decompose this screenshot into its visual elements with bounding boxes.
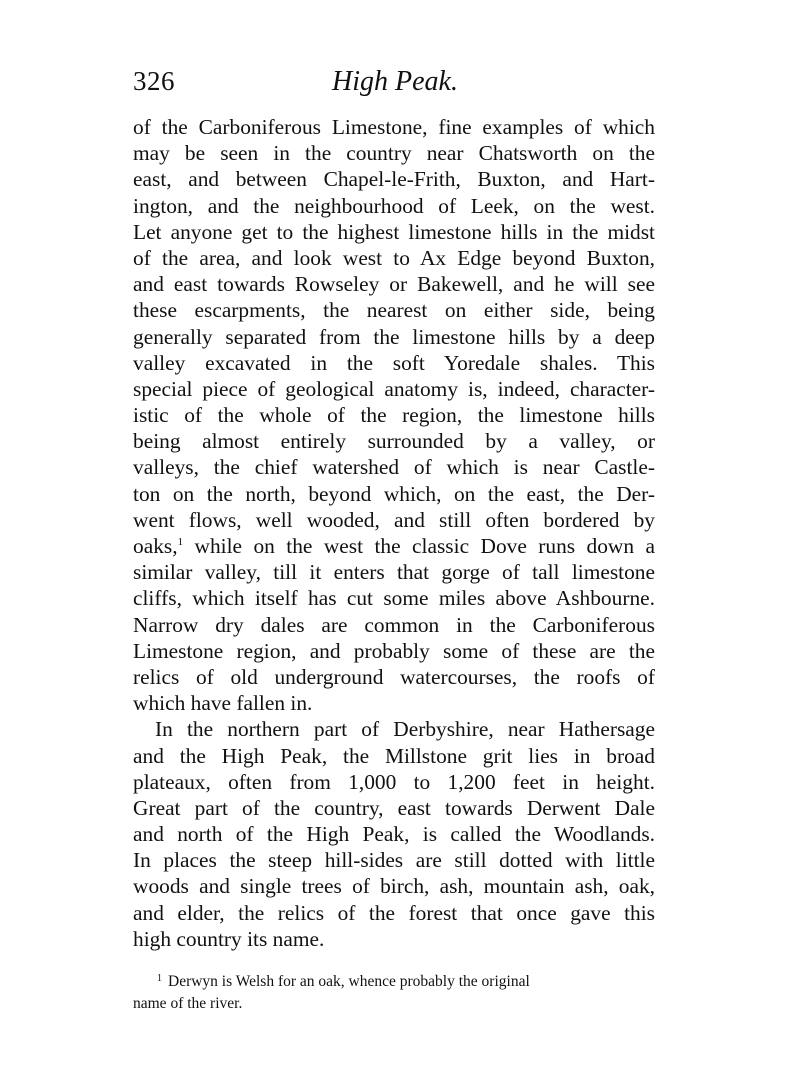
- text-line: and elder, the relics of the forest that once gave this: [133, 900, 655, 925]
- text-line: generally separated from the limestone hills by a deep: [133, 324, 655, 349]
- text-line: valleys, the chief watershed of which is near Castle-: [133, 455, 655, 480]
- text-line: special piece of geological anatomy is, indeed, character-: [133, 376, 655, 401]
- text-line: may be seen in the country near Chatsworth on the: [133, 141, 655, 166]
- text-line: cliffs, which itself has cut some miles above Ashbourne.: [133, 586, 655, 611]
- text-line: Let anyone get to the highest limestone hills in the midst: [133, 219, 655, 244]
- text-line: of the area, and look west to Ax Edge beyond Buxton,: [133, 245, 655, 270]
- text-line: which have fallen in.: [133, 691, 313, 716]
- text-line: east, and between Chapel-le-Frith, Buxton, and Hart-: [133, 167, 655, 192]
- text-line: being almost entirely surrounded by a valley, or: [133, 429, 655, 454]
- text-line: went flows, well wooded, and still often bordered by: [133, 507, 655, 532]
- text-line: similar valley, till it enters that gorge of tall limestone: [133, 560, 655, 585]
- footnote: [133, 972, 657, 1014]
- text-line: Limestone region, and probably some of these are the: [133, 638, 655, 663]
- text-line-rest: while on the west the classic Dove runs down a: [194, 534, 655, 558]
- footnote-ref-mark: 1: [177, 536, 184, 548]
- text-line: and the High Peak, the Millstone grit lies in broad: [133, 743, 655, 768]
- text-line: of the Carboniferous Limestone, fine examples of which: [133, 115, 655, 139]
- text-line: and north of the High Peak, is called the Woodlands.: [133, 822, 655, 847]
- footnote-ref-word: oaks,: [133, 534, 178, 558]
- text-line: Great part of the country, east towards Derwent Dale: [133, 795, 655, 820]
- text-line: Narrow dry dales are common in the Carboniferous: [133, 612, 655, 637]
- page-header: [133, 66, 657, 106]
- text-line: In the northern part of Derbyshire, near Hathersage: [155, 717, 655, 742]
- footnote-marker: 1: [157, 973, 162, 984]
- footnote-text: Derwyn is Welsh for an oak, whence probably the original: [168, 973, 530, 990]
- text-line: relics of old underground watercourses, the roofs of: [133, 664, 655, 689]
- text-line: istic of the whole of the region, the limestone hills: [133, 403, 655, 428]
- footnote-line: name of the river.: [133, 995, 243, 1012]
- text-line: In places the steep hill-sides are still dotted with little: [133, 848, 655, 873]
- text-line: high country its name.: [133, 926, 325, 951]
- running-title: High Peak.: [332, 66, 458, 97]
- text-line: ton on the north, beyond which, on the east, the Der-: [133, 481, 655, 506]
- text-line: these escarpments, the nearest on either side, being: [133, 298, 655, 323]
- text-line: plateaux, often from 1,000 to 1,200 feet in height.: [133, 769, 655, 794]
- text-line: ington, and the neighbourhood of Leek, on the west.: [133, 193, 655, 218]
- page-number: 326: [133, 66, 175, 96]
- text-line: valley excavated in the soft Yoredale shales. This: [133, 350, 655, 375]
- body-text: [133, 114, 655, 952]
- text-line-with-footnote-ref: [133, 533, 655, 559]
- text-line: and east towards Rowseley or Bakewell, and he will see: [133, 272, 655, 297]
- text-line: woods and single trees of birch, ash, mountain ash, oak,: [133, 874, 655, 899]
- footnote-line: [133, 972, 657, 994]
